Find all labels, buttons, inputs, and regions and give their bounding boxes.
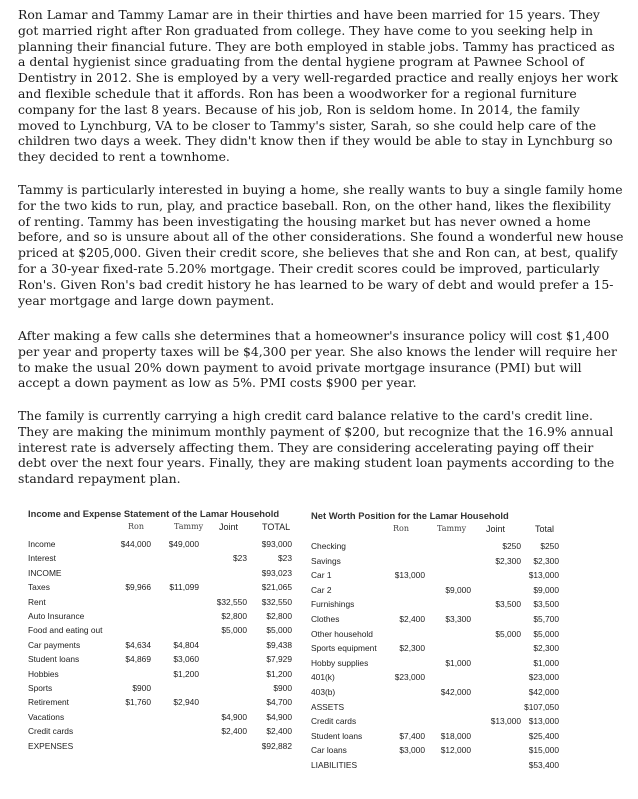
ron-value: $900 — [132, 683, 151, 693]
table-row — [28, 537, 294, 551]
row-label: Savings — [311, 555, 341, 566]
tammy-value: $9,000 — [445, 584, 471, 595]
table-row — [311, 670, 561, 684]
tammy-value: $12,000 — [440, 745, 471, 756]
joint-value: $2,800 — [221, 611, 247, 621]
joint-value: $3,500 — [495, 599, 521, 610]
tammy-value: $3,300 — [445, 614, 471, 624]
networth-table-title: Net Worth Position for the Lamar Household — [311, 510, 509, 521]
ron-value: $23,000 — [394, 672, 425, 683]
table-row — [311, 597, 561, 611]
tammy-value: $18,000 — [440, 730, 471, 741]
table-row — [28, 595, 294, 609]
table-row — [311, 583, 561, 597]
total-value: $7,929 — [266, 654, 292, 665]
row-label: Rent — [28, 596, 46, 607]
total-value: $9,000 — [533, 584, 559, 595]
row-label: Vacations — [28, 711, 65, 722]
joint-value: $4,900 — [221, 711, 247, 722]
networth-header-ron: Ron — [393, 524, 409, 533]
table-row — [28, 710, 294, 724]
row-label: INCOME — [28, 567, 62, 578]
total-value: $1,000 — [533, 657, 559, 668]
table-row — [28, 623, 294, 637]
total-value: $25,400 — [528, 730, 559, 741]
row-label: Taxes — [28, 582, 50, 593]
row-label: Retirement — [28, 697, 69, 708]
net-worth-table — [311, 510, 561, 770]
ron-value: $1,760 — [125, 697, 151, 708]
table-row — [311, 554, 561, 568]
table-row — [311, 641, 561, 655]
joint-value: $32,550 — [216, 596, 247, 607]
total-value: $2,300 — [533, 555, 559, 566]
row-label: Hobby supplies — [311, 657, 369, 668]
table-row — [311, 714, 561, 728]
total-value: $23,000 — [528, 672, 559, 683]
tammy-value: $2,940 — [173, 697, 199, 708]
table-row — [28, 652, 294, 666]
table-row — [311, 743, 561, 757]
paragraph-1: Ron Lamar and Tammy Lamar are in their thirties and have been married for 15 years. They got married right after Ron graduated from college. They have come to you seeking help in planning their financial future. They are both employed in stable jobs. Tammy has practiced as a dental hygienist since graduating from the dental hygiene program at Pawnee School of Dentistry in 2012. She is employed by a very well-regarded practice and really enjoys her work and flexible schedule that it affords. Ron has been a woodworker for a regional furniture company for the last 8 years. Because of his job, Ron is seldom home. In 2014, the family moved to Lynchburg, VA to be closer to Tammy's sister, Sarah, so she could help care of the children two days a week. They didn't know then if they would be able to stay in Lynchburg so they decided to rent a townhome. — [18, 7, 619, 165]
ron-value: $4,634 — [125, 639, 151, 650]
row-label: Credit cards — [311, 716, 357, 727]
income-header-ron: Ron — [128, 522, 144, 531]
tammy-value: $4,804 — [173, 639, 199, 650]
table-row — [28, 551, 294, 565]
total-value: $9,438 — [266, 639, 292, 650]
income-header-joint: Joint — [219, 522, 239, 532]
row-label: Food and eating out — [28, 625, 103, 636]
row-label: Car loans — [311, 745, 347, 756]
income-header-tammy: Tammy — [174, 522, 204, 531]
table-row — [311, 729, 561, 743]
row-label: 401(k) — [311, 672, 335, 683]
ron-value: $9,966 — [125, 582, 151, 593]
ron-value: $7,400 — [399, 730, 425, 741]
table-row — [311, 656, 561, 670]
row-label: Clothes — [311, 614, 340, 624]
income-table-title: Income and Expense Statement of the Lamar Household — [28, 508, 280, 519]
row-label: Income — [28, 539, 56, 549]
row-label: Auto Insurance — [28, 611, 85, 621]
total-value: $2,800 — [266, 611, 292, 621]
row-label: Furnishings — [311, 599, 355, 610]
table-row — [311, 685, 561, 699]
row-label: Credit cards — [28, 726, 74, 737]
total-value: $107,050 — [524, 701, 559, 712]
joint-value: $13,000 — [490, 716, 521, 727]
row-label: Other household — [311, 628, 373, 639]
row-label: Checking — [311, 541, 346, 551]
tammy-value: $42,000 — [440, 687, 471, 697]
table-row — [28, 724, 294, 738]
total-value: $13,000 — [528, 570, 559, 581]
table-row — [28, 638, 294, 652]
total-value: $53,400 — [528, 760, 559, 770]
table-row — [28, 580, 294, 594]
joint-value: $23 — [233, 553, 247, 564]
total-value: $15,000 — [528, 745, 559, 756]
row-label: Hobbies — [28, 668, 59, 679]
tammy-value: $11,099 — [169, 582, 199, 593]
joint-value: $5,000 — [221, 625, 247, 636]
total-value: $1,200 — [266, 668, 292, 679]
table-row — [311, 627, 561, 641]
ron-value: $2,400 — [399, 614, 425, 624]
ron-value: $2,300 — [399, 643, 425, 654]
row-label: Student loans — [28, 654, 80, 665]
total-value: $250 — [540, 541, 559, 551]
row-label: Sports — [28, 683, 53, 693]
table-row — [28, 739, 294, 753]
table-row — [28, 566, 294, 580]
row-label: Car 1 — [311, 570, 332, 581]
networth-header-total: Total — [535, 524, 555, 534]
row-label: Interest — [28, 553, 56, 564]
tammy-value: $1,000 — [445, 657, 471, 668]
joint-value: $5,000 — [495, 628, 521, 639]
row-label: Student loans — [311, 730, 363, 741]
table-row — [28, 681, 294, 695]
row-label: ASSETS — [311, 701, 345, 712]
networth-header-joint: Joint — [486, 524, 506, 534]
total-value: $5,000 — [266, 625, 292, 636]
table-row — [311, 758, 561, 772]
paragraph-4: The family is currently carrying a high credit card balance relative to the card's credit line. They are making the minimum monthly payment of $200, but recognize that the 16.9% annual interest rate is adversely affecting them. They are considering accelerating paying off their debt over the next four years. Finally, they are making student loan payments according to the standard repayment plan. — [18, 408, 615, 487]
total-value: $5,000 — [533, 628, 559, 639]
total-value: $13,000 — [528, 716, 559, 727]
ron-value: $4,869 — [125, 654, 151, 665]
total-value: $92,882 — [261, 740, 292, 751]
total-value: $93,023 — [261, 567, 292, 578]
table-row — [311, 700, 561, 714]
table-row — [28, 667, 294, 681]
income-expense-table — [28, 508, 298, 768]
total-value: $2,400 — [266, 726, 292, 737]
total-value: $23 — [278, 553, 292, 564]
ron-value: $3,000 — [399, 745, 425, 756]
total-value: $4,700 — [266, 697, 292, 708]
row-label: 403(b) — [311, 687, 336, 697]
row-label: Car 2 — [311, 584, 332, 595]
joint-value: $2,400 — [221, 726, 247, 737]
total-value: $3,500 — [533, 599, 559, 610]
total-value: $93,000 — [261, 539, 292, 549]
table-row — [28, 695, 294, 709]
tammy-value: $1,200 — [173, 668, 199, 679]
row-label: EXPENSES — [28, 740, 74, 751]
paragraph-2: Tammy is particularly interested in buying a home, she really wants to buy a single family home for the two kids to run, play, and practice baseball. Ron, on the other hand, likes the flexibility of renting. Tammy has been investigating the housing market but has never owned a home before, and so is unsure about all of the other considerations. She found a wonderful new house priced at $205,000. Given their credit score, she believes that she and Ron can, at best, qualify for a 30-year fixed-rate 5.20% mortgage. Their credit scores could be improved, particularly Ron's. Given Ron's bad credit history he has learned to be wary of debt and would prefer a 15-year mortgage and large down payment. — [18, 182, 624, 308]
total-value: $4,900 — [266, 711, 292, 722]
networth-header-tammy: Tammy — [437, 524, 467, 533]
total-value: $5,700 — [533, 614, 559, 624]
total-value: $32,550 — [261, 596, 292, 607]
ron-value: $44,000 — [120, 539, 151, 549]
table-row — [311, 612, 561, 626]
row-label: Sports equipment — [311, 643, 377, 654]
row-label: Car payments — [28, 639, 81, 650]
table-row — [28, 609, 294, 623]
joint-value: $2,300 — [495, 555, 521, 566]
total-value: $21,065 — [261, 582, 292, 593]
total-value: $42,000 — [528, 687, 559, 697]
total-value: $2,300 — [533, 643, 559, 654]
income-header-total: TOTAL — [262, 522, 291, 532]
table-row — [311, 568, 561, 582]
tammy-value: $49,000 — [168, 539, 199, 549]
ron-value: $13,000 — [394, 570, 425, 581]
tammy-value: $3,060 — [173, 654, 199, 665]
table-row — [311, 539, 561, 553]
joint-value: $250 — [502, 541, 521, 551]
total-value: $900 — [273, 683, 292, 693]
paragraph-3: After making a few calls she determines that a homeowner's insurance policy will cost $1,400 per year and property taxes will be $4,300 per year. She also knows the lender will require her to make the usual 20% down payment to avoid private mortgage insurance (PMI) but will accept a down payment as low as 5%. PMI costs $900 per year. — [18, 328, 617, 391]
row-label: LIABILITIES — [311, 760, 358, 770]
